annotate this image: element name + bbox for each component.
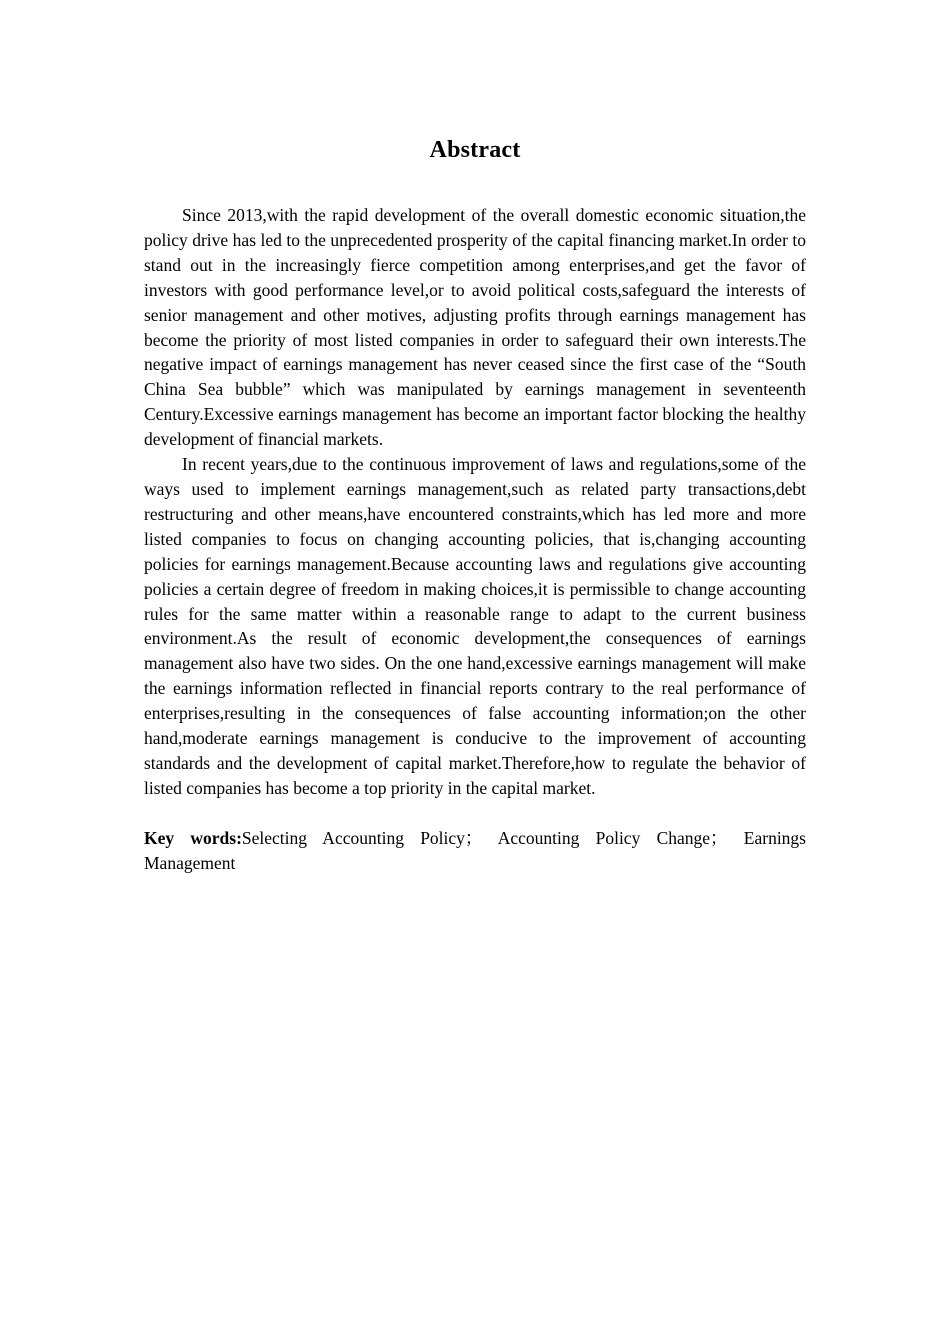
abstract-title: Abstract	[429, 137, 521, 163]
keywords-label: Key words:	[144, 827, 242, 848]
abstract-paragraph-2: In recent years,due to the continuous improvement of laws and regulations,some of the ways used to implement earnings management,such as related party transactions,debt restructuring and other means,have encountered constraints,which has led more and more listed companies to focus on changing accounting policies, that is,changing accounting policies for earnings management.Because accounting laws and regulations give accounting policies a certain degree of freedom in making choices,it is permissible to change accounting rules for the same matter within a reasonable range to adapt to the current business environment.As the result of economic development,the consequences of earnings management also have two sides. On the one hand,excessive earnings management will make the earnings information reflected in financial reports contrary to the real performance of enterprises,resulting in the consequences of false accounting information;on the other hand,moderate earnings management is conducive to the improvement of accounting standards and the development of capital market.Therefore,how to regulate the behavior of listed companies has become a top priority in the capital market.	[144, 454, 806, 798]
keywords-line	[144, 826, 806, 876]
keywords-text: Selecting Accounting Policy； Accounting Policy Change； Earnings Management	[144, 827, 806, 873]
abstract-paragraph-1: Since 2013,with the rapid development of the overall domestic economic situation,the policy drive has led to the unprecedented prosperity of the capital financing market.In order to stand out in the increasingly fierce competition among enterprises,and get the favor of investors with good performance level,or to avoid political costs,safeguard the interests of senior management and other motives, adjusting profits through earnings management has become the priority of most listed companies in order to safeguard their own interests.The negative impact of earnings management has never ceased since the first case of the “South China Sea bubble” which was manipulated by earnings management in seventeenth Century.Excessive earnings management has become an important factor blocking the healthy development of financial markets.	[144, 205, 806, 450]
abstract-page	[144, 130, 806, 876]
